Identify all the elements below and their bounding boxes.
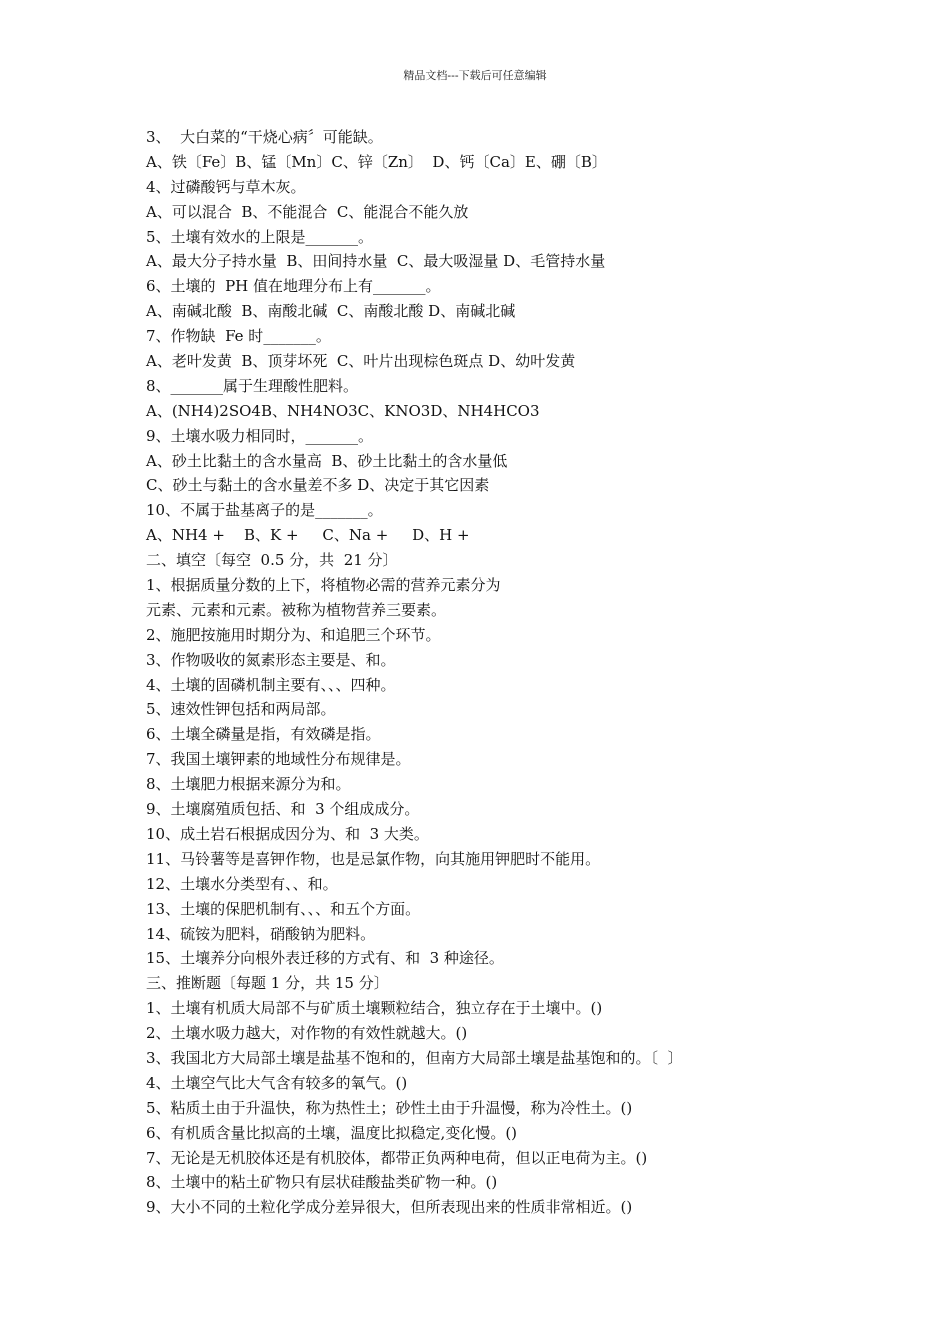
text-line: A、老叶发黄 B、顶芽坏死 C、叶片出现棕色斑点 D、幼叶发黄	[146, 352, 576, 371]
text-line: 3、作物吸收的氮素形态主要是、和。	[146, 650, 396, 669]
text-line: C、砂土与黏土的含水量差不多 D、决定于其它因素	[146, 476, 490, 495]
text-line: 10、不属于盐基离子的是_______。	[146, 501, 383, 520]
text-line: 8、土壤中的粘土矿物只有层状硅酸盐类矿物一种。()	[146, 1173, 498, 1192]
text-line: A、铁〔Fe〕B、锰〔Mn〕C、锌〔Zn〕 D、钙〔Ca〕E、硼〔B〕	[146, 152, 607, 171]
text-line: 13、土壤的保肥机制有、、、和五个方面。	[146, 899, 421, 918]
text-line: 14、硫铵为肥料，硝酸钠为肥料。	[146, 924, 376, 943]
text-line: 3、我国北方大局部土壤是盐基不饱和的，但南方大局部土壤是盐基饱和的。〔 〕	[146, 1048, 683, 1067]
text-line: 元素、元素和元素。被称为植物营养三要素。	[146, 600, 447, 619]
page-header: 精品文档---下载后可任意编辑	[403, 69, 547, 82]
text-line: 8、土壤肥力根据来源分为和。	[146, 775, 351, 794]
text-line: 1、土壤有机质大局部不与矿质土壤颗粒结合，独立存在于土壤中。()	[146, 999, 603, 1018]
text-line: 15、土壤养分向根外表迁移的方式有、和 3 种途径。	[146, 949, 504, 968]
text-line: 8、_______属于生理酸性肥料。	[146, 376, 359, 395]
text-line: A、砂土比黏土的含水量高 B、砂土比黏土的含水量低	[146, 451, 508, 470]
text-line: 4、过磷酸钙与草木灰。	[146, 177, 306, 196]
text-line: A、最大分子持水量 B、田间持水量 C、最大吸湿量 D、毛管持水量	[146, 252, 606, 271]
text-line: 6、有机质含量比拟高的土壤，温度比拟稳定,变化慢。()	[146, 1123, 518, 1142]
text-line: 3、 大白菜的“干烧心病〞可能缺。	[146, 128, 383, 146]
text-line: 9、土壤水吸力相同时，_______。	[146, 426, 374, 445]
text-line: 11、马铃薯等是喜钾作物，也是忌氯作物，向其施用钾肥时不能用。	[146, 849, 601, 868]
text-line: 4、土壤的固磷机制主要有、、、四种。	[146, 675, 396, 694]
text-line: 9、土壤腐殖质包括、和 3 个组成成分。	[146, 800, 420, 819]
text-line: 10、成土岩石根据成因分为、和 3 大类。	[146, 824, 429, 843]
text-line: 4、土壤空气比大气含有较多的氧气。()	[146, 1073, 408, 1092]
text-line: 7、无论是无机胶体还是有机胶体，都带正负两种电荷，但以正电荷为主。()	[146, 1148, 648, 1167]
text-line: 6、土壤的 PH 值在地理分布上有_______。	[146, 277, 441, 296]
document-body	[146, 125, 906, 1220]
text-line: A、(NH4)2SO4B、NH4NO3C、KNO3D、NH4HCO3	[146, 401, 540, 420]
text-line: 5、土壤有效水的上限是_______。	[146, 227, 374, 246]
text-line: 三、推断题〔每题 1 分，共 15 分〕	[146, 974, 389, 993]
text-line: 2、施肥按施用时期分为、和追肥三个环节。	[146, 625, 441, 644]
text-line: 二、填空〔每空 0.5 分，共 21 分〕	[146, 551, 398, 570]
text-line: 9、大小不同的土粒化学成分差异很大，但所表现出来的性质非常相近。()	[146, 1198, 633, 1217]
text-line: A、可以混合 B、不能混合 C、能混合不能久放	[146, 202, 469, 221]
text-line: 1、根据质量分数的上下，将植物必需的营养元素分为	[146, 576, 501, 595]
text-line: 7、我国土壤钾素的地域性分布规律是。	[146, 750, 411, 769]
text-line: 6、土壤全磷量是指，有效磷是指。	[146, 725, 381, 744]
text-line: 7、作物缺 Fe 时_______。	[146, 327, 331, 346]
text-line: A、NH4 + B、K + C、Na + D、H +	[146, 526, 470, 545]
text-line: 5、粘质土由于升温快，称为热性土；砂性土由于升温慢，称为冷性土。()	[146, 1098, 633, 1117]
text-line: 5、速效性钾包括和两局部。	[146, 700, 336, 719]
text-line: A、南碱北酸 B、南酸北碱 C、南酸北酸 D、南碱北碱	[146, 302, 516, 321]
text-line: 12、土壤水分类型有、、和。	[146, 874, 338, 893]
text-line: 2、土壤水吸力越大，对作物的有效性就越大。()	[146, 1024, 468, 1043]
